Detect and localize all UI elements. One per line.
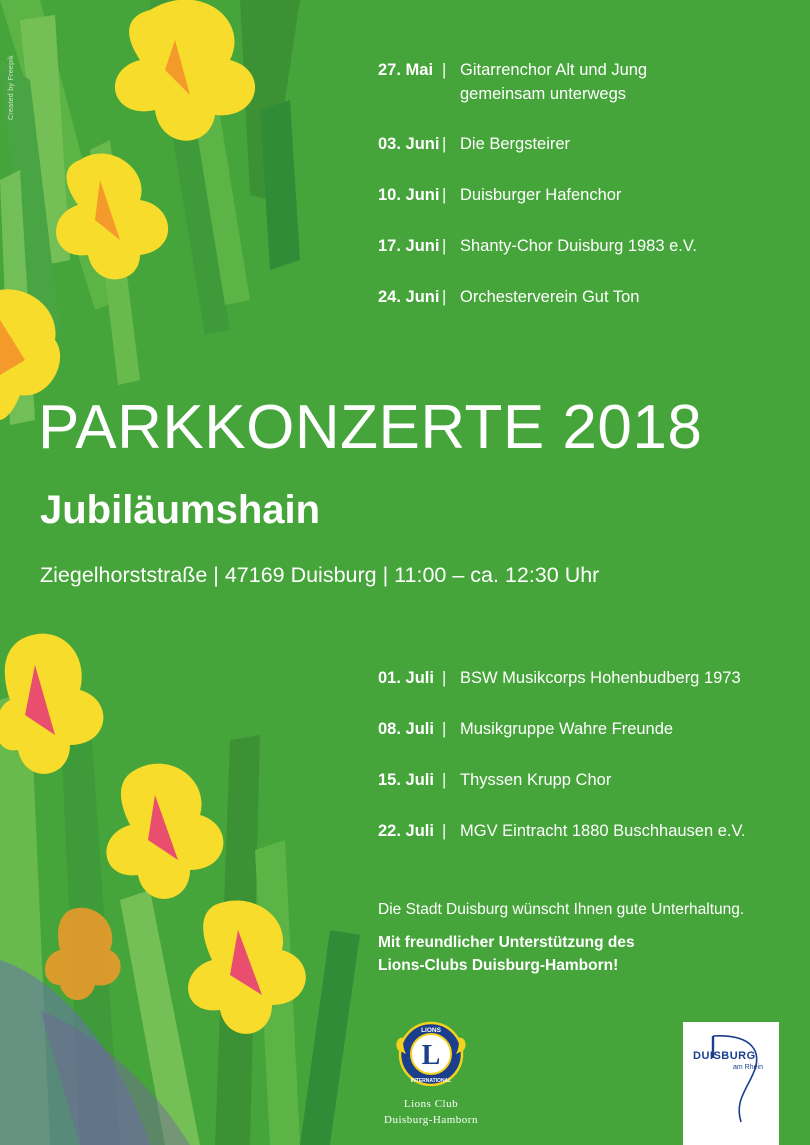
separator: | bbox=[442, 61, 447, 79]
separator: | bbox=[442, 186, 447, 204]
image-credit: Created by Freepik bbox=[8, 55, 15, 120]
concert-act: Orchesterverein Gut Ton bbox=[460, 288, 640, 306]
concert-act: Gitarrenchor Alt und Jung bbox=[460, 61, 648, 79]
lions-ring-top-text: LIONS bbox=[421, 1027, 441, 1034]
concert-date: 03. Juni bbox=[378, 135, 440, 153]
duisburg-city-logo bbox=[683, 1022, 779, 1145]
schedule-row bbox=[378, 819, 746, 843]
concert-act: Musikgruppe Wahre Freunde bbox=[460, 720, 674, 738]
lions-caption-1: Lions Club bbox=[403, 1098, 459, 1110]
concert-date: 27. Mai bbox=[378, 61, 434, 79]
separator: | bbox=[442, 135, 447, 153]
greeting-text: Die Stadt Duisburg wünscht Ihnen gute Unterhaltung. bbox=[378, 901, 745, 918]
svg-text:L: L bbox=[421, 1040, 441, 1071]
schedule-row bbox=[378, 285, 639, 309]
poster-title: PARKKONZERTE 2018 bbox=[38, 393, 703, 462]
duisburg-logo-sub: am Rhein bbox=[733, 1064, 763, 1071]
concert-date: 22. Juli bbox=[378, 822, 434, 840]
lions-caption-2: Duisburg-Hamborn bbox=[384, 1114, 478, 1126]
schedule-top bbox=[378, 58, 647, 106]
concert-date: 15. Juli bbox=[378, 771, 434, 789]
separator: | bbox=[442, 720, 447, 738]
concert-date: 10. Juni bbox=[378, 186, 440, 204]
concert-act-line2: gemeinsam unterwegs bbox=[460, 85, 626, 103]
sponsor-line-1: Mit freundlicher Unterstützung des bbox=[378, 934, 635, 951]
lions-ring-bottom-text: INTERNATIONAL bbox=[410, 1078, 452, 1084]
concert-date: 24. Juni bbox=[378, 288, 440, 306]
lions-club-logo bbox=[366, 1020, 496, 1127]
concert-date: 08. Juli bbox=[378, 720, 434, 738]
schedule-row bbox=[378, 666, 741, 690]
duisburg-logo-name: DUISBURG bbox=[693, 1050, 756, 1062]
schedule-row bbox=[378, 234, 697, 258]
separator: | bbox=[442, 288, 447, 306]
concert-date: 01. Juli bbox=[378, 669, 434, 687]
lions-emblem-icon bbox=[392, 1020, 470, 1090]
venue-name: Jubiläumshain bbox=[40, 488, 321, 532]
duisburg-wave-icon bbox=[683, 1022, 779, 1145]
schedule-row bbox=[378, 717, 673, 741]
concert-act: MGV Eintracht 1880 Buschhausen e.V. bbox=[460, 822, 746, 840]
concert-act: Thyssen Krupp Chor bbox=[460, 771, 612, 789]
separator: | bbox=[442, 237, 447, 255]
separator: | bbox=[442, 771, 447, 789]
separator: | bbox=[442, 669, 447, 687]
concert-act: Shanty-Chor Duisburg 1983 e.V. bbox=[460, 237, 697, 255]
schedule-row bbox=[378, 132, 570, 156]
schedule-row bbox=[378, 768, 611, 792]
concert-date: 17. Juni bbox=[378, 237, 440, 255]
sponsor-text bbox=[378, 931, 635, 977]
concert-act: Duisburger Hafenchor bbox=[460, 186, 622, 204]
sponsor-line-2: Lions-Clubs Duisburg-Hamborn! bbox=[378, 957, 619, 974]
schedule-row bbox=[378, 58, 647, 106]
separator: | bbox=[442, 822, 447, 840]
schedule-row bbox=[378, 183, 621, 207]
concert-act: Die Bergsteirer bbox=[460, 135, 571, 153]
concert-act: BSW Musikcorps Hohenbudberg 1973 bbox=[460, 669, 741, 687]
venue-address: Ziegelhorststraße | 47169 Duisburg | 11:00 – ca. 12:30 Uhr bbox=[40, 563, 600, 587]
